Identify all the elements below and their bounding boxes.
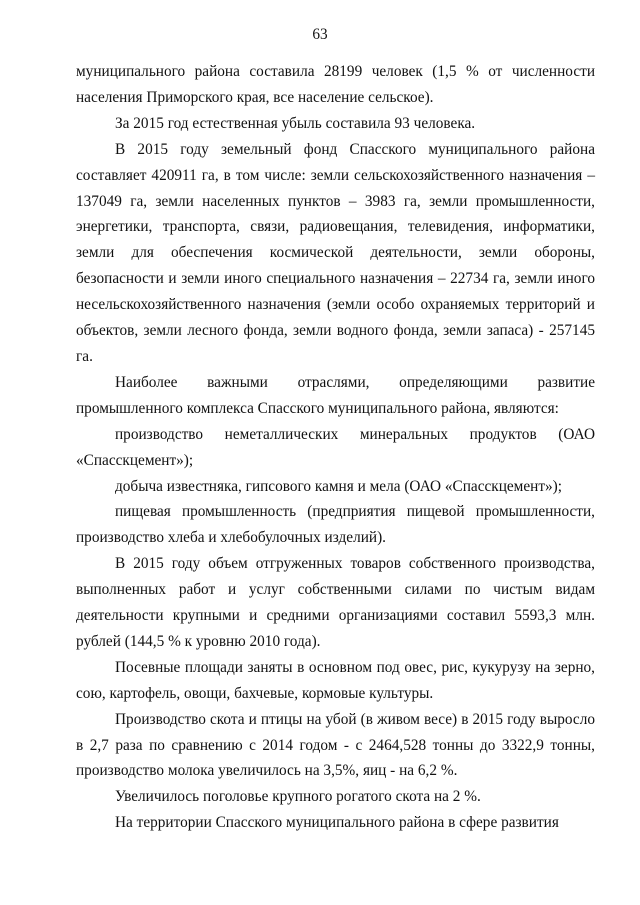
- paragraph-7: пищевая промышленность (предприятия пищевой промышленности, производство хлеба и хлебобулочных изделий).: [76, 503, 595, 547]
- paragraph-9: Посевные площади заняты в основном под овес, рис, кукурузу на зерно, сою, картофель, овощи, бахчевые, кормовые культуры.: [76, 658, 595, 702]
- paragraph-12: На территории Спасского муниципального района в сфере развития: [115, 814, 559, 832]
- page-number: 63: [312, 26, 328, 43]
- paragraph-4: Наиболее важными отраслями, определяющими развитие промышленного комплекса Спасского муниципального района, являются:: [76, 373, 595, 417]
- paragraph-10: Производство скота и птицы на убой (в живом весе) в 2015 году выросло в 2,7 раза по сравнению с 2014 годом - с 2464,528 тонны до 3322,9 тонны, производство молока увеличилось на 3,5%, яиц - на 6,2 %.: [76, 710, 595, 780]
- paragraph-6: добыча известняка, гипсового камня и мела (ОАО «Спасскцемент»);: [115, 477, 563, 495]
- paragraph-1: муниципального района составила 28199 человек (1,5 % от численности населения Приморского края, все население сельское).: [76, 63, 595, 106]
- paragraph-3: В 2015 году земельный фонд Спасского муниципального района составляет 420911 га, в том числе: земли сельскохозяйственного назначения – 137049 га, земли населенных пунктов – 3983 га, земли промышленности, энергетики, транспорта, связи, радиовещания, телевидения, информатики, земли для обеспечения космической деятельности, земли обороны, безопасности и земли иного специального назначения – 22734 га, земли иного несельскохозяйственного назначения (земли особо охраняемых территорий и объектов, земли лесного фонда, земли водного фонда, земли запаса) - 257145 га.: [76, 140, 595, 365]
- paragraph-5: производство неметаллических минеральных продуктов (ОАО «Спасскцемент»);: [76, 425, 595, 469]
- paragraph-8: В 2015 году объем отгруженных товаров собственного производства, выполненных работ и услуг собственными силами по чистым видам деятельности крупными и средними организациями составил 5593,3 млн. рублей (144,5 % к уровню 2010 года).: [76, 555, 595, 650]
- paragraph-11: Увеличилось поголовье крупного рогатого скота на 2 %.: [115, 788, 481, 806]
- paragraph-2: За 2015 год естественная убыль составила 93 человека.: [115, 114, 476, 132]
- page-body: [76, 59, 595, 836]
